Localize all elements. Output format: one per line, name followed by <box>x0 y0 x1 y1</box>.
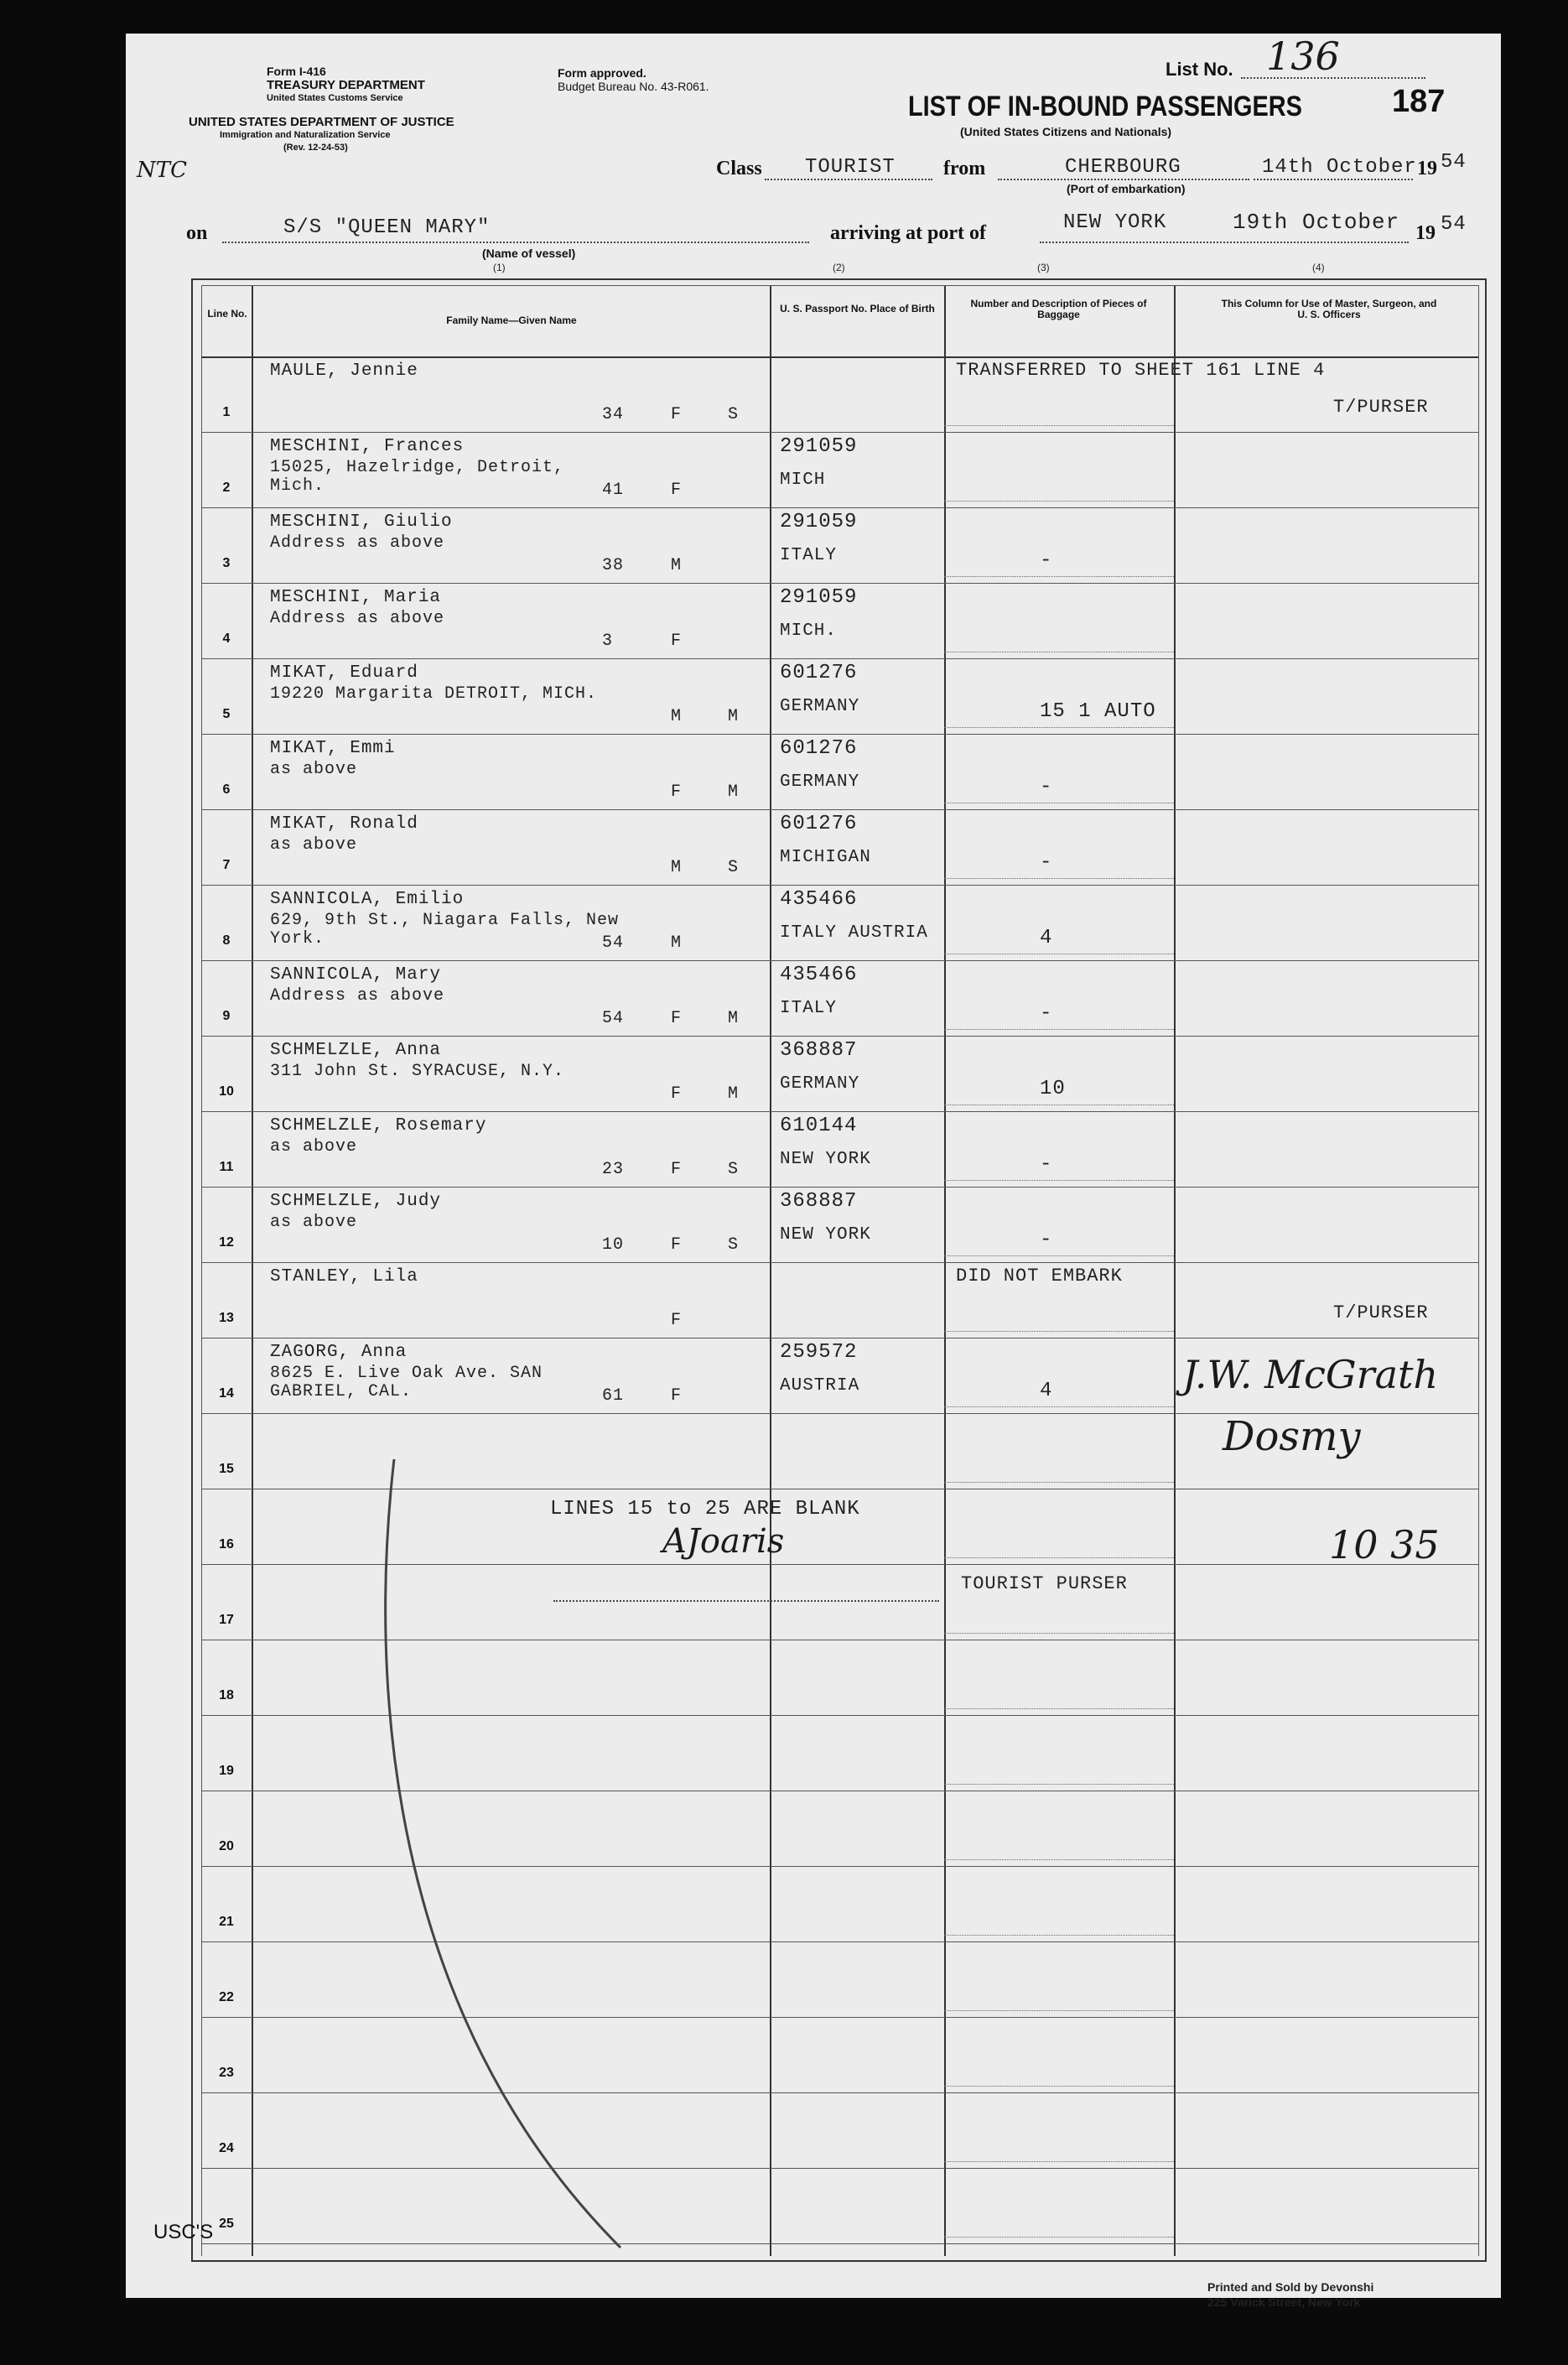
passenger-sex: M <box>671 707 683 726</box>
row-divider <box>201 960 1478 961</box>
passport-number: 601276 <box>780 737 858 760</box>
baggage-count: 4 <box>1040 927 1053 949</box>
header-baggage: Number and Description of Pieces of Baggage <box>970 298 1147 320</box>
line-number: 8 <box>222 933 231 948</box>
row-divider <box>201 1187 1478 1188</box>
justice-label: UNITED STATES DEPARTMENT OF JUSTICE <box>189 115 454 129</box>
punch-hole <box>74 80 117 123</box>
vessel-name: S/S "QUEEN MARY" <box>283 216 491 239</box>
line-number: 4 <box>222 632 231 646</box>
customs-label: United States Customs Service <box>267 93 403 103</box>
passenger-age: 38 <box>602 556 625 575</box>
header-passport: U. S. Passport No. Place of Birth <box>780 303 935 314</box>
passenger-sex: F <box>671 1386 683 1406</box>
line-number: 24 <box>219 2141 234 2155</box>
year-arrival: 54 <box>1441 213 1467 236</box>
tourist-purser-label: TOURIST PURSER <box>961 1573 1128 1594</box>
purser-signature: AJoaris <box>662 1522 785 1561</box>
printer-line-2: 225 Varick Street, New York <box>1207 2295 1361 2309</box>
place-of-birth: MICH. <box>780 621 838 641</box>
row-divider-dotted <box>944 1180 1174 1181</box>
list-no-label: List No. <box>1166 59 1233 80</box>
passenger-address: Address as above <box>270 533 445 553</box>
passenger-address: 8625 E. Live Oak Ave. SAN GABRIEL, CAL. <box>270 1364 543 1401</box>
vessel-caption: (Name of vessel) <box>482 247 576 260</box>
passenger-age: 54 <box>602 933 625 953</box>
passport-number: 435466 <box>780 888 858 911</box>
punch-hole <box>74 268 117 312</box>
marital-status: M <box>728 782 740 802</box>
line-number: 11 <box>219 1160 234 1174</box>
row-divider-dotted <box>944 1331 1174 1332</box>
punch-hole <box>74 2071 117 2115</box>
row-divider-dotted <box>944 878 1174 879</box>
passenger-address: 311 John St. SYRACUSE, N.Y. <box>270 1062 565 1081</box>
list-no-value: 136 <box>1266 34 1340 79</box>
baggage-count: 4 <box>1040 1380 1053 1402</box>
baggage-count: - <box>1040 549 1053 572</box>
place-of-birth: ITALY <box>780 999 838 1018</box>
year-prefix-arrival: 19 <box>1415 222 1436 244</box>
punch-hole <box>74 465 117 509</box>
row-divider <box>201 658 1478 659</box>
passenger-sex: F <box>671 481 683 500</box>
place-of-birth: GERMANY <box>780 1074 860 1094</box>
passenger-name: MAULE, Jennie <box>270 361 418 381</box>
passenger-address: Address as above <box>270 609 445 628</box>
passenger-name: STANLEY, Lila <box>270 1267 418 1286</box>
passenger-sex: M <box>671 556 683 575</box>
row-divider-dotted <box>944 2237 1174 2238</box>
place-of-birth: MICHIGAN <box>780 848 871 867</box>
passenger-sex: F <box>671 1235 683 1255</box>
line-number: 10 <box>219 1084 234 1099</box>
marital-status: M <box>728 1009 740 1028</box>
passenger-name: ZAGORG, Anna <box>270 1343 408 1362</box>
on-label: on <box>186 222 208 244</box>
punch-hole <box>74 1166 117 1209</box>
passenger-name: SANNICOLA, Emilio <box>270 890 465 909</box>
line-number: 1 <box>222 405 231 419</box>
line-number: 2 <box>222 481 231 495</box>
punch-hole <box>74 214 117 257</box>
passenger-name: MESCHINI, Maria <box>270 588 442 607</box>
passport-number: 601276 <box>780 813 858 835</box>
punch-hole <box>74 524 117 568</box>
punch-hole <box>74 151 117 195</box>
port-embarkation-caption: (Port of embarkation) <box>1067 182 1186 195</box>
passenger-sex: M <box>671 858 683 877</box>
baggage-count: - <box>1040 851 1053 874</box>
row-divider-dotted <box>944 1935 1174 1936</box>
line-number: 16 <box>219 1537 234 1552</box>
year-from: 54 <box>1441 151 1467 174</box>
marital-status: M <box>728 707 740 726</box>
row-divider-dotted <box>944 576 1174 577</box>
punch-hole <box>74 1535 117 1578</box>
passport-number: 291059 <box>780 586 858 609</box>
passport-number: 291059 <box>780 435 858 458</box>
passenger-age: 61 <box>602 1386 625 1406</box>
passenger-name: SCHMELZLE, Judy <box>270 1192 442 1211</box>
passenger-address: 629, 9th St., Niagara Falls, New York. <box>270 911 620 949</box>
passenger-address: as above <box>270 835 358 855</box>
form-approved: Form approved. <box>558 66 646 80</box>
marital-status: S <box>728 405 740 424</box>
row-divider <box>201 507 1478 508</box>
officer-signature: J.W. McGrath <box>1182 1352 1439 1397</box>
row-divider <box>201 583 1478 584</box>
passport-number: 259572 <box>780 1341 858 1364</box>
row-divider-dotted <box>944 501 1174 502</box>
line-number: 25 <box>219 2217 234 2231</box>
place-of-birth: AUSTRIA <box>780 1376 860 1396</box>
line-number: 17 <box>219 1613 234 1627</box>
place-of-birth: NEW YORK <box>780 1150 871 1169</box>
ins-label: Immigration and Naturalization Service <box>220 130 391 140</box>
punch-hole <box>74 327 117 371</box>
budget-bureau: Budget Bureau No. 43-R061. <box>558 80 709 93</box>
col-num-1: (1) <box>493 262 506 273</box>
row-divider <box>201 432 1478 433</box>
row-divider <box>201 1262 1478 1263</box>
line-number: 9 <box>222 1009 231 1023</box>
row-divider-dotted <box>944 727 1174 728</box>
uscs-mark: USC'S <box>153 2221 214 2243</box>
passenger-age: 54 <box>602 1009 625 1028</box>
row-divider <box>201 885 1478 886</box>
passenger-name: MESCHINI, Frances <box>270 437 465 456</box>
page-title: LIST OF IN-BOUND PASSENGERS <box>908 91 1302 122</box>
passport-number: 368887 <box>780 1190 858 1213</box>
punch-hole <box>74 583 117 626</box>
line-number: 22 <box>219 1990 234 2004</box>
line-number: 12 <box>219 1235 234 1250</box>
place-of-birth: MICH <box>780 470 826 490</box>
passenger-sex: F <box>671 1084 683 1104</box>
place-of-birth: ITALY AUSTRIA <box>780 923 928 943</box>
row-note-role: T/PURSER <box>1333 397 1429 418</box>
rev-label: (Rev. 12-24-53) <box>283 143 348 153</box>
passenger-age: 34 <box>602 405 625 424</box>
passenger-name: MIKAT, Emmi <box>270 739 396 758</box>
class-value: TOURIST <box>805 156 896 179</box>
line-number: 21 <box>219 1915 234 1929</box>
passenger-sex: F <box>671 405 683 424</box>
row-divider-dotted <box>944 2161 1174 2162</box>
passenger-name: SANNICOLA, Mary <box>270 965 442 985</box>
passenger-address: 19220 Margarita DETROIT, MICH. <box>270 684 598 704</box>
place-of-birth: ITALY <box>780 546 838 565</box>
form-number: Form I-416 <box>267 65 326 78</box>
marital-status: S <box>728 1235 740 1255</box>
row-note-role: T/PURSER <box>1333 1302 1429 1323</box>
baggage-count: 10 <box>1040 1078 1066 1100</box>
sheet-number: 187 <box>1392 84 1446 119</box>
passenger-age: 23 <box>602 1160 625 1179</box>
class-label: Class <box>716 158 762 179</box>
arrival-date: 19th October <box>1233 210 1400 235</box>
passenger-address: 15025, Hazelridge, Detroit, Mich. <box>270 458 565 496</box>
col-num-2: (2) <box>833 262 845 273</box>
passport-number: 601276 <box>780 662 858 684</box>
row-divider <box>201 734 1478 735</box>
place-of-birth: GERMANY <box>780 772 860 792</box>
row-divider-dotted <box>944 2086 1174 2087</box>
passenger-sex: F <box>671 1009 683 1028</box>
passenger-address: as above <box>270 1137 358 1157</box>
page-subtitle: (United States Citizens and Nationals) <box>960 125 1172 138</box>
passenger-name: SCHMELZLE, Rosemary <box>270 1116 487 1136</box>
marital-status: S <box>728 858 740 877</box>
col-num-3: (3) <box>1037 262 1050 273</box>
passenger-age: 10 <box>602 1235 625 1255</box>
passport-number: 610144 <box>780 1115 858 1137</box>
passenger-sex: F <box>671 1160 683 1179</box>
baggage-count: - <box>1040 1229 1053 1251</box>
line-number: 19 <box>219 1764 234 1778</box>
header-officers: This Column for Use of Master, Surgeon, and U. S. Officers <box>1221 298 1437 320</box>
officer-initials: Dosmy <box>1223 1413 1361 1460</box>
passenger-age: 3 <box>602 632 614 651</box>
passenger-sex: F <box>671 782 683 802</box>
line-number: 3 <box>222 556 231 570</box>
row-divider-dotted <box>944 1255 1174 1256</box>
line-number: 18 <box>219 1688 234 1702</box>
baggage-count: - <box>1040 1002 1053 1025</box>
officer-time: 10 35 <box>1329 1522 1440 1567</box>
line-number: 6 <box>222 782 231 797</box>
row-divider-dotted <box>944 1557 1174 1558</box>
arrival-port: NEW YORK <box>1063 211 1167 234</box>
punch-hole <box>74 637 117 681</box>
row-divider-dotted <box>944 2010 1174 2011</box>
place-of-birth: GERMANY <box>780 697 860 716</box>
passport-number: 291059 <box>780 511 858 533</box>
passenger-sex: F <box>671 1311 683 1330</box>
row-divider-dotted <box>944 1859 1174 1860</box>
passenger-address: as above <box>270 760 358 779</box>
passenger-name: SCHMELZLE, Anna <box>270 1041 442 1060</box>
line-number: 7 <box>222 858 231 872</box>
punch-hole <box>74 403 117 446</box>
treasury-label: TREASURY DEPARTMENT <box>267 78 425 92</box>
row-divider-dotted <box>944 1406 1174 1407</box>
passenger-name: MESCHINI, Giulio <box>270 512 453 532</box>
passenger-age: 41 <box>602 481 625 500</box>
from-label: from <box>943 158 986 179</box>
line-number: 14 <box>219 1386 234 1401</box>
baggage-count: - <box>1040 1153 1053 1176</box>
row-note: TRANSFERRED TO SHEET 161 LINE 4 <box>956 360 1326 381</box>
baggage-count: - <box>1040 776 1053 798</box>
line-number: 23 <box>219 2066 234 2080</box>
line-number: 5 <box>222 707 231 721</box>
blank-lines-note: LINES 15 to 25 ARE BLANK <box>550 1498 860 1520</box>
passenger-name: MIKAT, Ronald <box>270 814 418 834</box>
row-divider-dotted <box>944 1029 1174 1030</box>
row-divider-dotted <box>944 1633 1174 1634</box>
header-line-no: Line No. <box>207 308 247 320</box>
passenger-address: as above <box>270 1213 358 1232</box>
arriving-label: arriving at port of <box>830 222 986 244</box>
header-name: Family Name—Given Name <box>446 314 577 326</box>
marital-status: S <box>728 1160 740 1179</box>
marital-status: M <box>728 1084 740 1104</box>
row-divider <box>201 809 1478 810</box>
printer-line-1: Printed and Sold by Devonshi <box>1207 2280 1374 2294</box>
passport-number: 368887 <box>780 1039 858 1062</box>
ntc-mark: NTC <box>137 158 187 183</box>
punch-hole <box>74 1887 117 1931</box>
line-number: 15 <box>219 1462 234 1476</box>
port-of-embarkation: CHERBOURG <box>1065 156 1181 179</box>
passenger-sex: M <box>671 933 683 953</box>
passenger-address: Address as above <box>270 986 445 1006</box>
passenger-sex: F <box>671 632 683 651</box>
line-number: 13 <box>219 1311 234 1325</box>
row-divider-dotted <box>944 425 1174 426</box>
row-divider <box>201 1111 1478 1112</box>
row-note: DID NOT EMBARK <box>956 1266 1123 1286</box>
cancel-arc-stroke <box>369 1426 646 2264</box>
line-number: 20 <box>219 1839 234 1853</box>
passenger-name: MIKAT, Eduard <box>270 663 418 683</box>
embarkation-date: 14th October <box>1262 156 1417 179</box>
col-num-4: (4) <box>1312 262 1325 273</box>
row-divider-dotted <box>944 1708 1174 1709</box>
place-of-birth: NEW YORK <box>780 1225 871 1245</box>
baggage-count: 15 1 AUTO <box>1040 700 1156 723</box>
passport-number: 435466 <box>780 964 858 986</box>
row-divider <box>201 1036 1478 1037</box>
row-divider-dotted <box>944 1784 1174 1785</box>
row-divider-dotted <box>944 1482 1174 1483</box>
year-prefix-from: 19 <box>1417 158 1437 179</box>
